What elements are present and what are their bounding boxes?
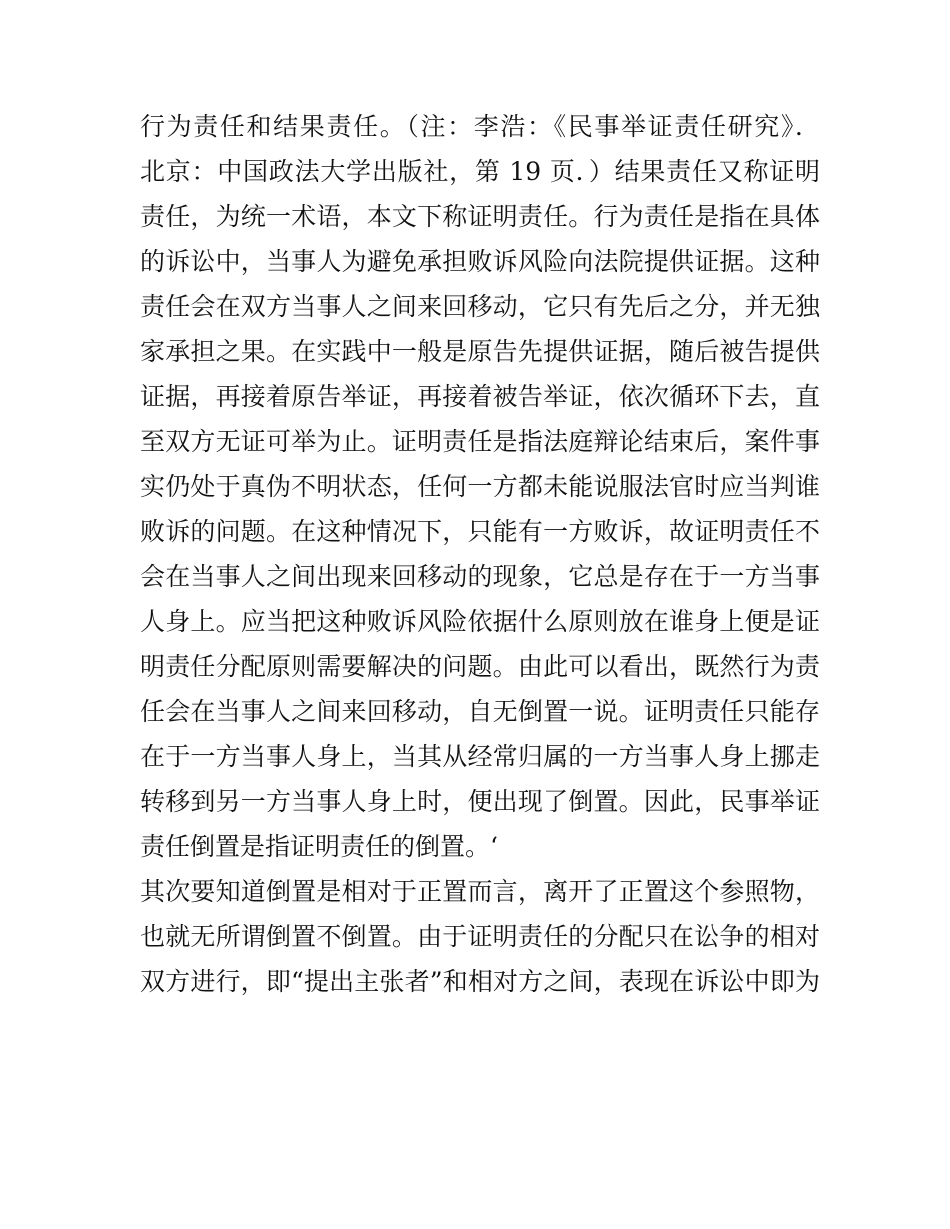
text-line: 北京：中国政法大学出版社，第 19 页．）结果责任又称证明 [140, 157, 820, 186]
text-line: 责任倒置是指证明责任的倒置。‘ [140, 832, 498, 861]
text-line: 实仍处于真伪不明状态，任何一方都未能说服法官时应当判谁 [140, 472, 820, 501]
text-line: 至双方无证可举为止。证明责任是指法庭辩论结束后，案件事 [140, 427, 820, 456]
text-line: 在于一方当事人身上，当其从经常归属的一方当事人身上挪走 [140, 742, 820, 771]
text-line: 转移到另一方当事人身上时，便出现了倒置。因此，民事举证 [140, 787, 820, 816]
text-line: 证据，再接着原告举证，再接着被告举证，依次循环下去，直 [140, 382, 820, 411]
text-line: 家承担之果。在实践中一般是原告先提供证据，随后被告提供 [140, 337, 820, 366]
text-line: 也就无所谓倒置不倒置。由于证明责任的分配只在讼争的相对 [140, 922, 820, 951]
body-text [140, 104, 820, 1004]
text-line: 人身上。应当把这种败诉风险依据什么原则放在谁身上便是证 [140, 607, 820, 636]
text-line: 明责任分配原则需要解决的问题。由此可以看出，既然行为责 [140, 652, 820, 681]
text-line: 责任，为统一术语，本文下称证明责任。行为责任是指在具体 [140, 202, 820, 231]
text-line: 败诉的问题。在这种情况下，只能有一方败诉，故证明责任不 [140, 517, 820, 546]
text-line: 行为责任和结果责任。（注：李浩：《民事举证责任研究》． [140, 112, 820, 141]
text-line: 其次要知道倒置是相对于正置而言，离开了正置这个参照物， [140, 877, 820, 906]
text-line: 任会在当事人之间来回移动，自无倒置一说。证明责任只能存 [140, 697, 820, 726]
text-line: 双方进行，即“提出主张者”和相对方之间，表现在诉讼中即为 [140, 967, 820, 996]
text-line: 会在当事人之间出现来回移动的现象，它总是存在于一方当事 [140, 562, 820, 591]
text-line: 的诉讼中，当事人为避免承担败诉风险向法院提供证据。这种 [140, 247, 820, 276]
text-line: 责任会在双方当事人之间来回移动，它只有先后之分，并无独 [140, 292, 820, 321]
